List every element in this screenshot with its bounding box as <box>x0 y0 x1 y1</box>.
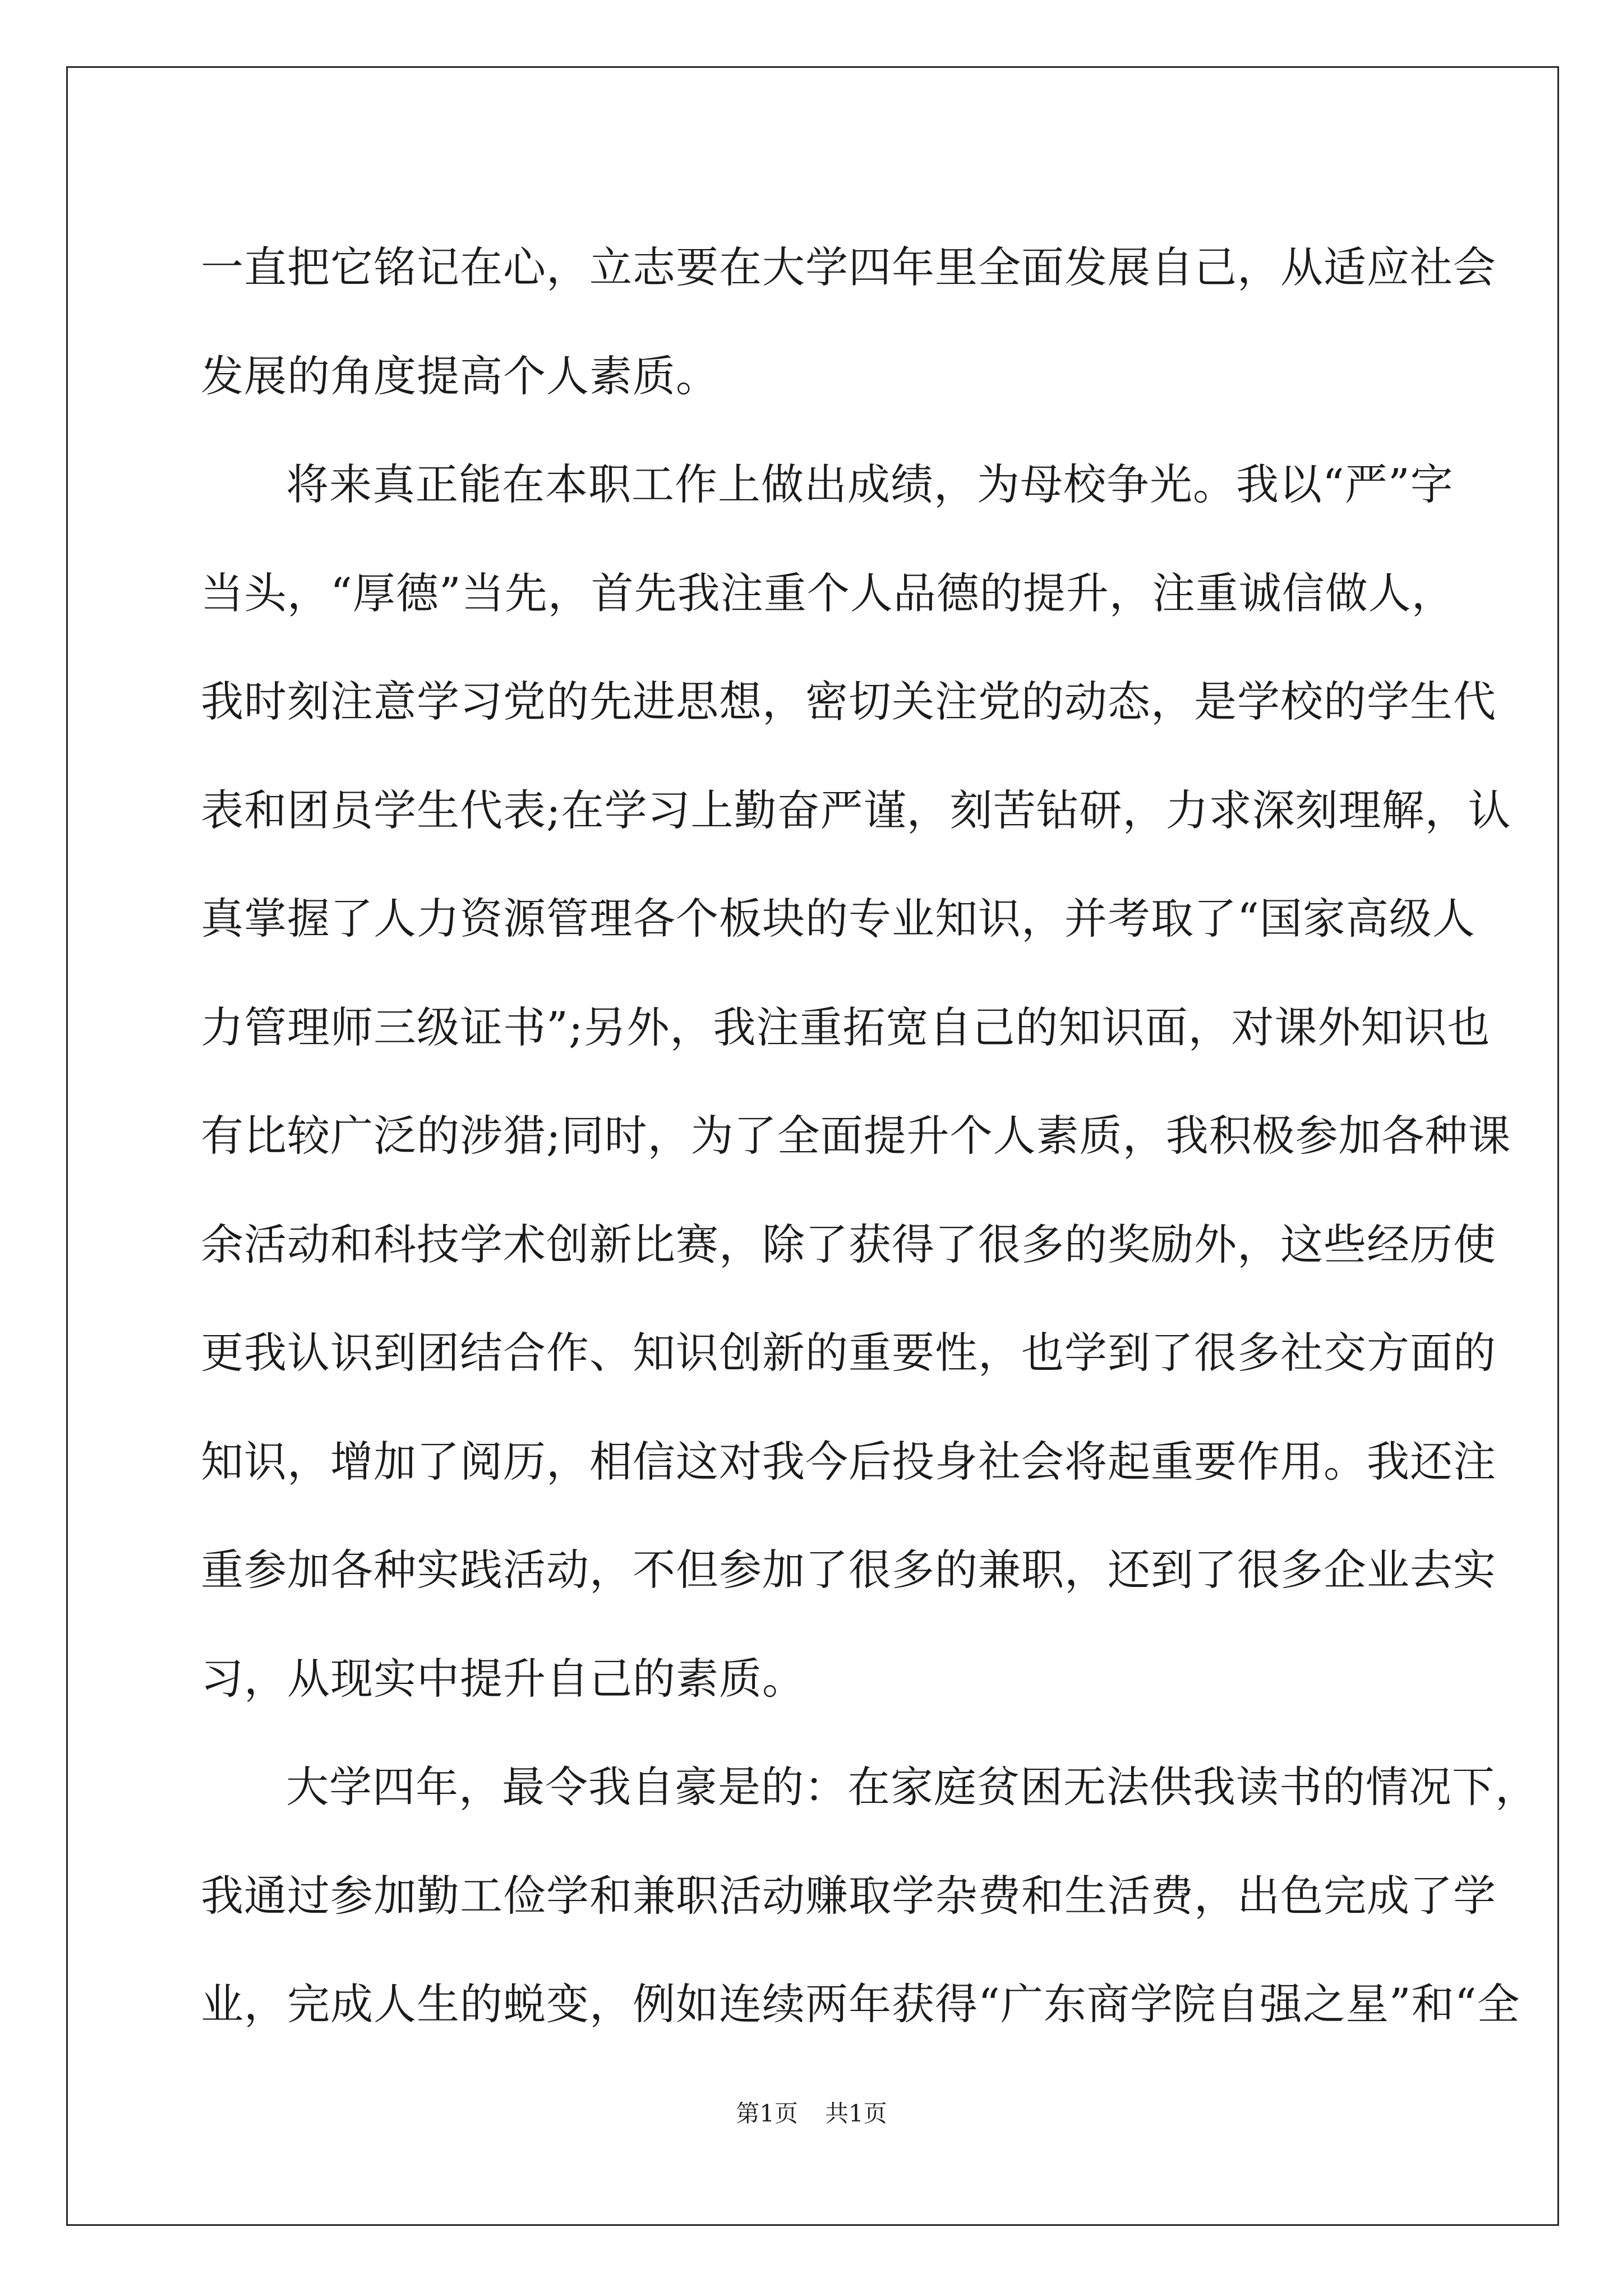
text-line: 当头，“厚德”当先，首先我注重个人品德的提升，注重诚信做人， <box>201 568 1455 618</box>
text-line: 更我认识到团结合作、知识创新的重要性，也学到了很多社交方面的 <box>201 1328 1496 1378</box>
document-body <box>201 213 1538 2059</box>
page-number: 第1页 <box>736 2100 798 2127</box>
text-line: 我时刻注意学习党的先进思想，密切关注党的动态，是学校的学生代 <box>201 677 1496 726</box>
text-line: 业，完成人生的蜕变，例如连续两年获得“广东商学院自强之星”和“全 <box>201 1979 1520 2029</box>
page-footer <box>0 2097 1623 2131</box>
text-line: 将来真正能在本职工作上做出成绩，为母校争光。我以“严”字 <box>286 459 1454 509</box>
text-line: 余活动和科技学术创新比赛，除了获得了很多的奖励外，这些经历使 <box>201 1219 1496 1269</box>
text-line: 一直把它铭记在心，立志要在大学四年里全面发展自己，从适应社会 <box>201 242 1496 292</box>
text-line: 真掌握了人力资源管理各个板块的专业知识，并考取了“国家高级人 <box>201 894 1476 944</box>
text-line: 发展的角度提高个人素质。 <box>201 351 719 401</box>
text-line: 我通过参加勤工俭学和兼职活动赚取学杂费和生活费，出色完成了学 <box>201 1870 1496 1921</box>
text-line: 表和团员学生代表;在学习上勤奋严谨，刻苦钻研，力求深刻理解，认 <box>201 785 1511 835</box>
text-line: 力管理师三级证书”;另外，我注重拓宽自己的知识面，对课外知识也 <box>201 1002 1491 1052</box>
text-line: 大学四年，最令我自豪是的：在家庭贫困无法供我读书的情况下， <box>286 1762 1538 1812</box>
text-line: 有比较广泛的涉猎;同时，为了全面提升个人素质，我积极参加各种课 <box>201 1111 1511 1161</box>
page-total: 共1页 <box>825 2100 887 2127</box>
text-line: 知识，增加了阅历，相信这对我今后投身社会将起重要作用。我还注 <box>201 1436 1496 1487</box>
text-line: 重参加各种实践活动，不但参加了很多的兼职，还到了很多企业去实 <box>201 1545 1496 1595</box>
text-line: 习，从现实中提升自己的素质。 <box>201 1653 805 1704</box>
